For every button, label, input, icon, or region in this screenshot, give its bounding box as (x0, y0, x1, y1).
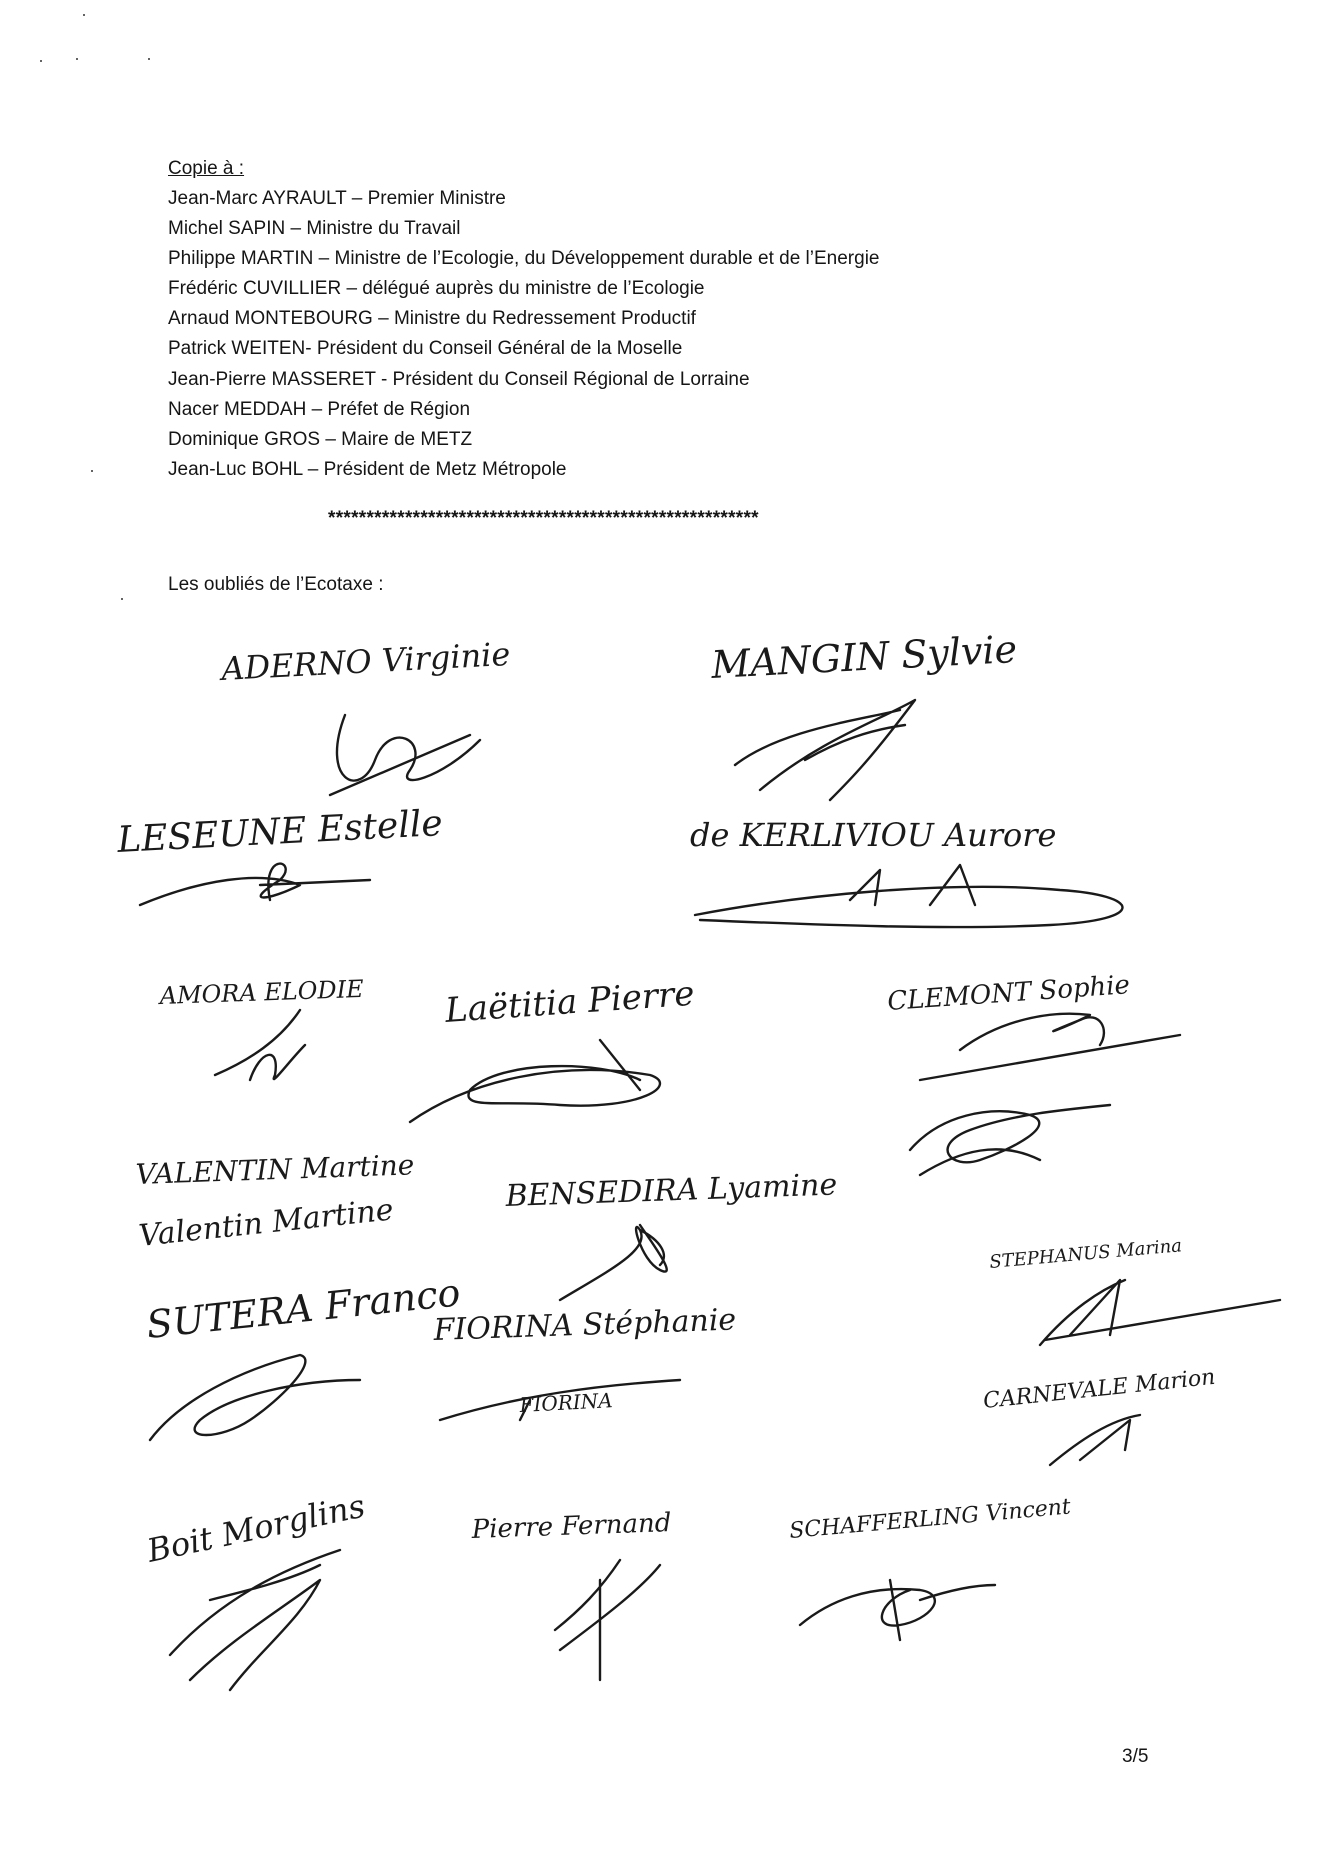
signature-name: ADERNO Virginie (220, 634, 512, 688)
recipient-line: Patrick WEITEN- Président du Conseil Général de la Moselle (168, 338, 683, 360)
signature-name: LESEUNE Estelle (116, 803, 444, 861)
recipient-line: Jean-Pierre MASSERET - Président du Conseil Régional de Lorraine (168, 368, 750, 390)
forgotten-heading: Les oubliés de l’Ecotaxe : (168, 574, 384, 595)
signature-scribble (170, 1550, 340, 1690)
signature-scribble (920, 1014, 1180, 1080)
signature-scribble (140, 864, 370, 905)
signature-name: CLEMONT Sophie (886, 970, 1131, 1017)
signature-name: Valentin Martine (137, 1192, 396, 1254)
recipient-line: Nacer MEDDAH – Préfet de Région (168, 398, 471, 420)
signature-name: FIORINA Stéphanie (433, 1302, 737, 1348)
signature-name: SCHAFFERLING Vincent (788, 1494, 1072, 1544)
signature-scribble (800, 1580, 995, 1640)
signature-name: STEPHANUS Marina (988, 1235, 1183, 1273)
recipient-line: Arnaud MONTEBOURG – Ministre du Redressement Productif (168, 308, 696, 330)
signature-name: de KERLIVIOU Aurore (690, 816, 1057, 854)
recipient-line: Michel SAPIN – Ministre du Travail (168, 218, 461, 240)
signature-name: Laëtitia Pierre (443, 973, 696, 1031)
signature-name: Boit Morglins (143, 1486, 369, 1570)
recipient-line: Dominique GROS – Maire de METZ (168, 428, 473, 450)
signature-scribble (330, 715, 480, 795)
signature-scribble (1040, 1280, 1280, 1345)
signature-name: BENSEDIRA Lyamine (505, 1167, 838, 1214)
signature-scribble (910, 1105, 1110, 1175)
recipient-line: Frédéric CUVILLIER – délégué auprès du ministre de l’Ecologie (168, 278, 705, 300)
signature-scribble (150, 1355, 360, 1440)
copy-heading: Copie à : (168, 158, 245, 179)
recipient-line: Jean-Luc BOHL – Président de Metz Métropole (168, 458, 567, 480)
signature-name: VALENTIN Martine (135, 1148, 415, 1191)
signature-scribble (555, 1560, 660, 1680)
signature-scribble (1050, 1415, 1140, 1465)
signature-scribble (215, 1010, 305, 1080)
recipient-line: Philippe MARTIN – Ministre de l’Ecologie, du Développement durable et de l’Energie (168, 248, 880, 270)
signature-name: FIORINA (519, 1388, 614, 1417)
asterisk-separator: ******************************************************** (328, 508, 759, 529)
signature-scribble (695, 865, 1123, 927)
signature-name: MANGIN Sylvie (710, 627, 1019, 687)
signature-name: AMORA ELODIE (159, 974, 365, 1010)
page-number: 3/5 (1122, 1746, 1149, 1767)
signature-name: SUTERA Franco (144, 1270, 463, 1347)
recipient-line: Jean-Marc AYRAULT – Premier Ministre (168, 188, 506, 209)
signature-name: CARNEVALE Marion (982, 1364, 1217, 1414)
signature-scribble (735, 700, 915, 800)
signature-scribble (560, 1225, 667, 1300)
signature-name: Pierre Fernand (471, 1508, 672, 1545)
signature-scribble (410, 1040, 660, 1122)
